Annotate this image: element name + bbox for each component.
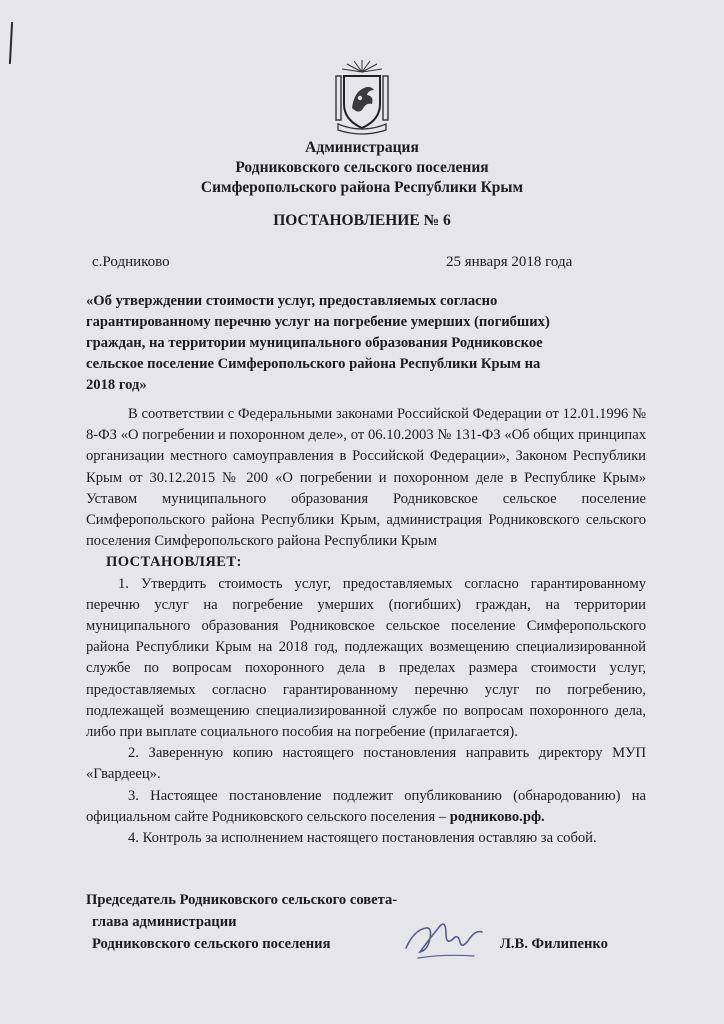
handwritten-signature [400, 908, 490, 964]
decree-body [86, 404, 646, 849]
resolves-heading: ПОСТАНОВЛЯЕТ: [106, 554, 242, 571]
signatory-name: Л.В. Филипенко [500, 936, 608, 952]
header-line-2: Родниковского сельского поселения [235, 159, 489, 176]
header-line-1: Администрация [305, 139, 419, 156]
signatory-title-2: глава администрации [92, 914, 237, 930]
decree-title: ПОСТАНОВЛЕНИЕ № 6 [273, 212, 451, 229]
decree-item-3 [86, 786, 646, 828]
authority-header [0, 138, 724, 198]
subject-line: граждан, на территории муниципального образования Родниковское [86, 335, 543, 351]
decree-item-3-text: 3. Настоящее постановление подлежит опубликованию (обнародованию) на официальном сайте Родниковского сельского поселения – [86, 787, 646, 825]
scan-mark [9, 22, 13, 64]
subject-line: 2018 год» [86, 377, 147, 393]
signatory-title-1: Председатель Родниковского сельского совета- [86, 892, 398, 908]
signature-block [86, 889, 646, 955]
header-line-3: Симферопольского района Республики Крым [200, 179, 524, 196]
preamble-paragraph: В соответствии с Федеральными законами Российской Федерации от 12.01.1996 № 8-ФЗ «О погребении и похоронном деле», от 06.10.2003 № 131-ФЗ «Об общих принципах организации местного самоуправления в Российской Федерации», Законом Республики Крым от 30.12.2015 № 200 «О погребении и похоронном деле в Республике Крым» Уставом муниципального образования Родниковское сельское поселение Симферопольского района Республики Крым, администрация Родниковского сельского поселения Симферопольского района Республики Крым [86, 406, 646, 550]
subject-line: гарантированному перечню услуг на погребение умерших (погибших) [86, 314, 550, 330]
decree-subject [86, 291, 646, 396]
subject-line: сельское поселение Симферопольского района Республики Крым на [86, 356, 541, 372]
decree-item-1: 1. Утвердить стоимость услуг, предоставляемых согласно гарантированному перечню услуг на погребение умерших (погибших) граждан, на территории муниципального образования Родниковское сельское поселение Симферопольского района Республики Крым на 2018 год, подлежащих возмещению специализированной службе по вопросам похоронного дела в пределах размера стоимости услуг, предоставляемых согласно гарантированному перечню услуг по погребению, подлежащей возмещению специализированной службе по вопросам похоронного дела, либо при выплате социального пособия на погребение (прилагается). [86, 575, 646, 741]
decree-item-4: 4. Контроль за исполнением настоящего постановления оставляю за собой. [128, 830, 597, 847]
decree-place: с.Родниково [92, 254, 170, 270]
coat-of-arms-icon [330, 58, 394, 138]
decree-date: 25 января 2018 года [446, 254, 573, 270]
subject-line: «Об утверждении стоимости услуг, предоставляемых согласно [86, 293, 498, 309]
website-link[interactable]: родниково.рф. [449, 808, 545, 825]
signatory-title-3: Родниковского сельского поселения [92, 936, 331, 952]
decree-item-2: 2. Заверенную копию настоящего постановления направить директору МУП «Гвардеец». [86, 745, 646, 783]
